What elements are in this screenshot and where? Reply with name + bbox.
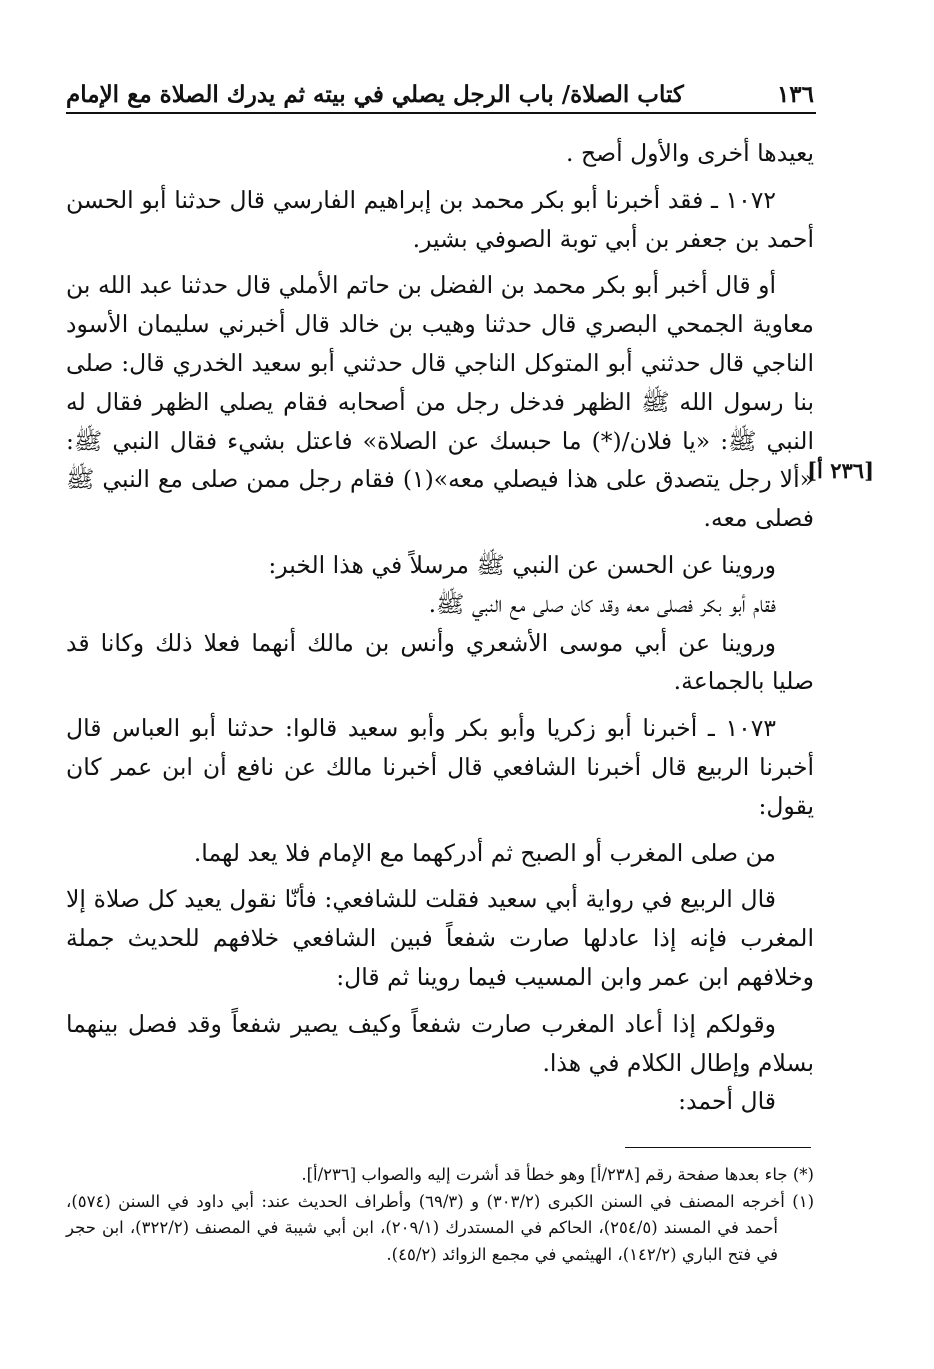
paragraph: وروينا عن أبي موسى الأشعري وأنس بن مالك أنهما فعلا ذلك وكانا قد صليا بالجماعة. — [66, 628, 814, 696]
paragraph: قال الربيع في رواية أبي سعيد فقلت للشافعي: فأنّا نقول يعيد كل صلاة إلا المغرب فإنه إذا عادلها صارت شفعاً فبين الشافعي خلافهم للحديث جملة وخلافهم ابن عمر وابن المسيب فيما روينا ثم قال: — [66, 885, 814, 991]
footnote-1: (١) أخرجه المصنف في السنن الكبرى (٣٠٣/٢) و (٦٩/٣) وأطراف الحديث عند: أبي داود في السنن (٥٧٤)، أحمد في المسند (٢٥٤/٥)، الحاكم في المستدرك (٢٠٩/١)، ابن أبي شيبة في المصنف (٣٢٢/٢)، ابن حجر في فتح الباري (١٤٢/٢)، الهيثمي في مجمع الزوائد (٤٥/٢). — [66, 1191, 815, 1264]
hadith-1072: ١٠٧٢ ـ فقد أخبرنا أبو بكر محمد بن إبراهيم الفارسي قال حدثنا أبو الحسن أحمد بن جعفر بن أبي توبة الصوفي بشير. — [66, 185, 814, 253]
page-header — [66, 68, 814, 108]
footnotes — [66, 1162, 814, 1268]
running-title: كتاب الصلاة/ باب الرجل يصلي في بيته ثم يدرك الصلاة مع الإمام — [66, 81, 684, 108]
main-text — [66, 134, 814, 1129]
hadith-1073: ١٠٧٣ ـ أخبرنا أبو زكريا وأبو بكر وأبو سعيد قالوا: حدثنا أبو العباس قال أخبرنا الربيع قال أخبرنا الشافعي قال أخبرنا مالك عن نافع أن ابن عمر كان يقول: — [66, 714, 814, 820]
paragraph: وروينا عن الحسن عن النبي ﷺ مرسلاً في هذا الخبر: — [268, 550, 776, 579]
footnote-star: (*) جاء بعدها صفحة رقم [٢٣٨/أ] وهو خطأ قد أشرت إليه والصواب [٢٣٦/أ]. — [301, 1165, 814, 1184]
paragraph: أو قال أخبر أبو بكر محمد بن الفضل بن حاتم الأملي قال حدثنا عبد الله بن معاوية الجمحي البصري قال حدثنا وهيب بن خالد قال أخبرني سليمان الأسود الناجي قال حدثني أبو المتوكل الناجي قال حدثني أبو سعيد الخدري قال: صلى بنا رسول الله ﷺ الظهر فدخل رجل من أصحابه فقام يصلي الظهر فقال له النبي ﷺ: «يا فلان/(*) ما حبسك عن الصلاة» فاعتل بشيء فقال النبي ﷺ: «ألا رجل يتصدق على هذا فيصلي معه»(١) فقام رجل ممن صلى مع النبي ﷺ فصلى معه. — [66, 271, 814, 533]
header-rule — [66, 112, 816, 114]
paragraph: من صلى المغرب أو الصبح ثم أدركهما مع الإمام فلا يعد لهما. — [193, 838, 776, 867]
paragraph: يعيدها أخرى والأول أصح . — [566, 139, 814, 167]
page-number: ١٣٦ — [776, 81, 814, 108]
paragraph: وقولكم إذا أعاد المغرب صارت شفعاً وكيف يصير شفعاً وقد فصل بينهما بسلام وإطال الكلام في هذا. — [66, 1009, 814, 1077]
footnote-separator — [625, 1147, 811, 1148]
paragraph: قال أحمد: — [678, 1087, 776, 1116]
paragraph: فقام أبو بكر فصلى معه وقد كان صلى مع النبي ﷺ. — [428, 589, 776, 618]
margin-page-reference: [٢٣٦ أ] — [807, 458, 874, 483]
